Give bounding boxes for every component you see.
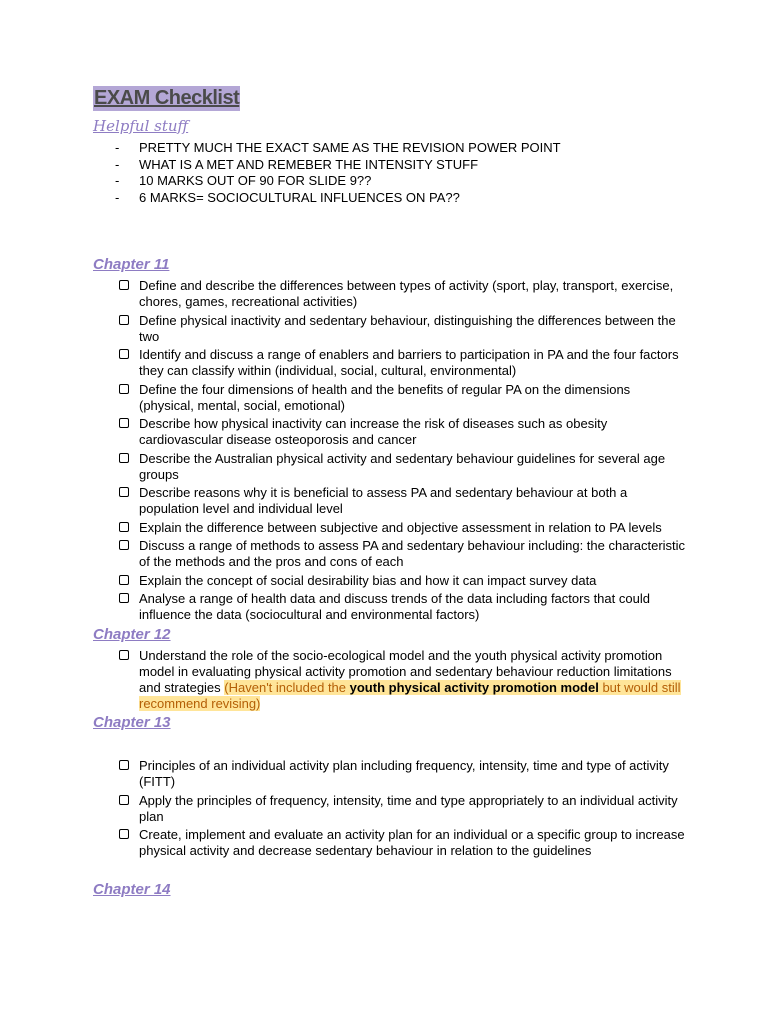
chapter-11-checklist <box>118 278 688 626</box>
checklist-item: Understand the role of the socio-ecological model and the youth physical activity promotion model in evaluating physical activity promotion and sedentary behaviour reduction limitations and strategies (Haven't included the youth physical activity promotion model but would still recommend revising) <box>118 648 688 712</box>
checkbox[interactable] <box>119 760 129 770</box>
checkbox[interactable] <box>119 418 129 428</box>
checkbox[interactable] <box>119 522 129 532</box>
checklist-item: Describe the Australian physical activity and sedentary behaviour guidelines for several age groups <box>118 451 688 483</box>
checkbox[interactable] <box>119 315 129 325</box>
checklist-item: Identify and discuss a range of enablers and barriers to participation in PA and the four factors they can classify within (individual, social, cultural, environmental) <box>118 347 688 379</box>
dash-bullet: - <box>115 189 120 205</box>
chapter-12-heading: Chapter 12 <box>93 626 171 643</box>
dash-bullet: - <box>115 156 120 172</box>
highlighted-note: (Haven't included the youth physical activity promotion model but would still recommend revising) <box>139 680 681 711</box>
list-item: - WHAT IS A MET AND REMEBER THE INTENSITY STUFF <box>115 156 479 172</box>
checkbox[interactable] <box>119 349 129 359</box>
chapter-13-checklist <box>118 758 688 862</box>
dash-bullet: - <box>115 173 120 188</box>
checkbox[interactable] <box>119 453 129 463</box>
checklist-item: Explain the difference between subjective and objective assessment in relation to PA levels <box>118 520 688 536</box>
checklist-item: Describe how physical inactivity can increase the risk of diseases such as obesity cardiovascular disease osteoporosis and cancer <box>118 416 688 448</box>
list-item: - PRETTY MUCH THE EXACT SAME AS THE REVISION POWER POINT <box>115 140 561 155</box>
list-item: - 10 MARKS OUT OF 90 FOR SLIDE 9?? <box>115 173 372 188</box>
checkbox[interactable] <box>119 384 129 394</box>
checklist-item: Principles of an individual activity plan including frequency, intensity, time and type of activity (FITT) <box>118 758 688 790</box>
checklist-item: Define physical inactivity and sedentary behaviour, distinguishing the differences between the two <box>118 313 688 345</box>
checklist-item: Discuss a range of methods to assess PA and sedentary behaviour including: the characteristic of the methods and the pros and cons of each <box>118 538 688 570</box>
checkbox[interactable] <box>119 593 129 603</box>
chapter-13-heading: Chapter 13 <box>93 714 171 731</box>
checkbox[interactable] <box>119 280 129 290</box>
list-item: - 6 MARKS= SOCIOCULTURAL INFLUENCES ON PA?? <box>115 189 460 205</box>
chapter-12-checklist <box>118 648 688 715</box>
checklist-item: Explain the concept of social desirability bias and how it can impact survey data <box>118 573 688 589</box>
checkbox[interactable] <box>119 650 129 660</box>
helpful-stuff-list <box>115 140 561 206</box>
highlighted-note-bold: youth physical activity promotion model <box>349 680 599 695</box>
checkbox[interactable] <box>119 829 129 839</box>
checkbox[interactable] <box>119 575 129 585</box>
dash-bullet: - <box>115 140 120 155</box>
checklist-item: Create, implement and evaluate an activity plan for an individual or a specific group to increase physical activity and decrease sedentary behaviour in relation to the guidelines <box>118 827 688 859</box>
checklist-item: Define the four dimensions of health and the benefits of regular PA on the dimensions (physical, mental, social, emotional) <box>118 382 688 414</box>
checkbox[interactable] <box>119 795 129 805</box>
helpful-stuff-heading: Helpful stuff <box>93 117 189 135</box>
checklist-item: Apply the principles of frequency, intensity, time and type appropriately to an individual activity plan <box>118 793 688 825</box>
checklist-item: Describe reasons why it is beneficial to assess PA and sedentary behaviour at both a population level and individual level <box>118 485 688 517</box>
chapter-11-heading: Chapter 11 <box>93 256 170 273</box>
checkbox[interactable] <box>119 487 129 497</box>
checklist-item: Define and describe the differences between types of activity (sport, play, transport, exercise, chores, games, recreational activities) <box>118 278 688 310</box>
chapter-14-heading: Chapter 14 <box>93 881 171 898</box>
checkbox[interactable] <box>119 540 129 550</box>
checklist-item: Analyse a range of health data and discuss trends of the data including factors that could influence the data (sociocultural and environmental factors) <box>118 591 688 623</box>
document-title: EXAM Checklist <box>94 87 240 109</box>
